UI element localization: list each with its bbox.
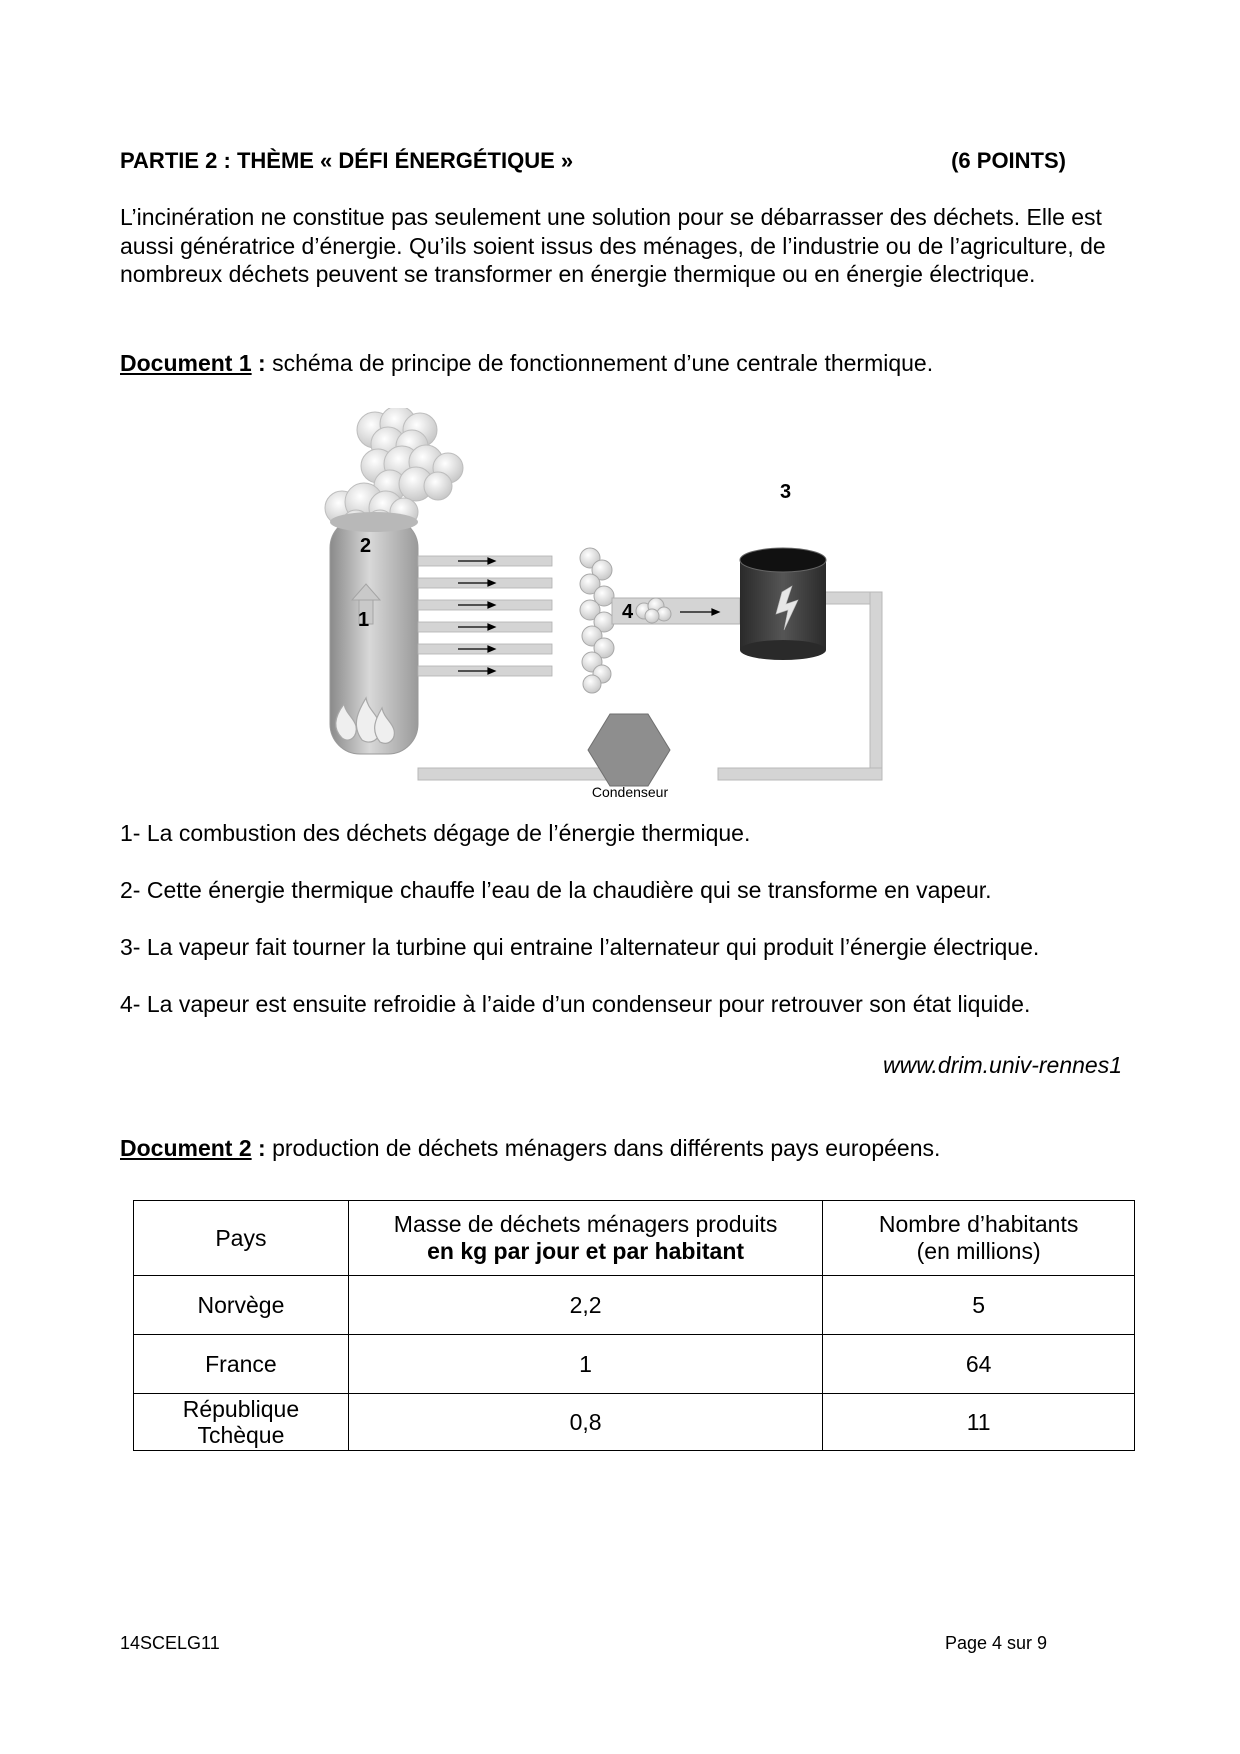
heat-arrows [458,558,495,674]
table-row [134,1335,1135,1394]
table-row [134,1394,1135,1451]
header-mass: Masse de déchets ménagers produits en kg par jour et par habitant [348,1201,822,1276]
step-4: 4- La vapeur est ensuite refroidie à l’aide d’un condenseur pour retrouver son état liquide. [120,991,1031,1017]
step-1: 1- La combustion des déchets dégage de l’énergie thermique. [120,820,751,846]
cell-population: 64 [823,1335,1135,1394]
document-2-caption: Document 2 : production de déchets ménagers dans différents pays européens. [120,1135,941,1161]
turbine-alternator [740,548,826,660]
source-reference: www.drim.univ-rennes1 [882,1052,1122,1078]
step-2: 2- Cette énergie thermique chauffe l’eau de la chaudière qui se transforme en vapeur. [120,877,992,903]
document-1-text: schéma de principe de fonctionnement d’une centrale thermique. [265,350,934,376]
cell-country: Norvège [134,1276,349,1335]
header-population: Nombre d’habitants (en millions) [823,1201,1135,1276]
table-header-row [134,1201,1135,1276]
cell-mass: 0,8 [348,1394,822,1451]
cell-mass: 1 [348,1335,822,1394]
diagram-label-1: 1 [358,609,370,631]
page-number: Page 4 sur 9 [945,1633,1048,1653]
diagram-label-3: 3 [780,481,792,503]
document-1-caption: Document 1 : schéma de principe de fonctionnement d’une centrale thermique. [120,350,934,376]
header-country: Pays [134,1201,349,1276]
cell-country: France [134,1335,349,1394]
table-row [134,1276,1135,1335]
section-title-row [120,148,1066,178]
document-2-text: production de déchets ménagers dans différents pays européens. [265,1135,941,1161]
intro-paragraph: L’incinération ne constitue pas seulement une solution pour se débarrasser des déchets. Elle est aussi génératrice d’énergie. Qu’ils soient issus des ménages, de l’industrie ou de l’agriculture, de nombreux déchets peuvent se transformer en énergie thermique ou en énergie électrique. [120,204,1106,287]
cell-mass: 2,2 [348,1276,822,1335]
cell-population: 5 [823,1276,1135,1335]
condenser-label: Condenseur [591,784,669,800]
document-2-label: Document 2 [120,1135,252,1161]
heat-pipes [418,556,552,676]
steam-clouds [580,548,614,693]
diagram-label-4: 4 [622,601,634,623]
points-label: (6 POINTS) [951,148,1066,173]
thermal-plant-diagram [320,408,920,800]
step-3: 3- La vapeur fait tourner la turbine qui entraine l’alternateur qui produit l’énergie électrique. [120,934,1040,960]
waste-production-table [133,1200,1135,1451]
document-1-label: Document 1 [120,350,252,376]
diagram-label-2: 2 [360,535,372,557]
cell-country: République Tchèque [134,1394,349,1451]
section-title: PARTIE 2 : THÈME « DÉFI ÉNERGÉTIQUE » [120,148,574,173]
document-code: 14SCELG11 [120,1633,220,1653]
cell-population: 11 [823,1394,1135,1451]
